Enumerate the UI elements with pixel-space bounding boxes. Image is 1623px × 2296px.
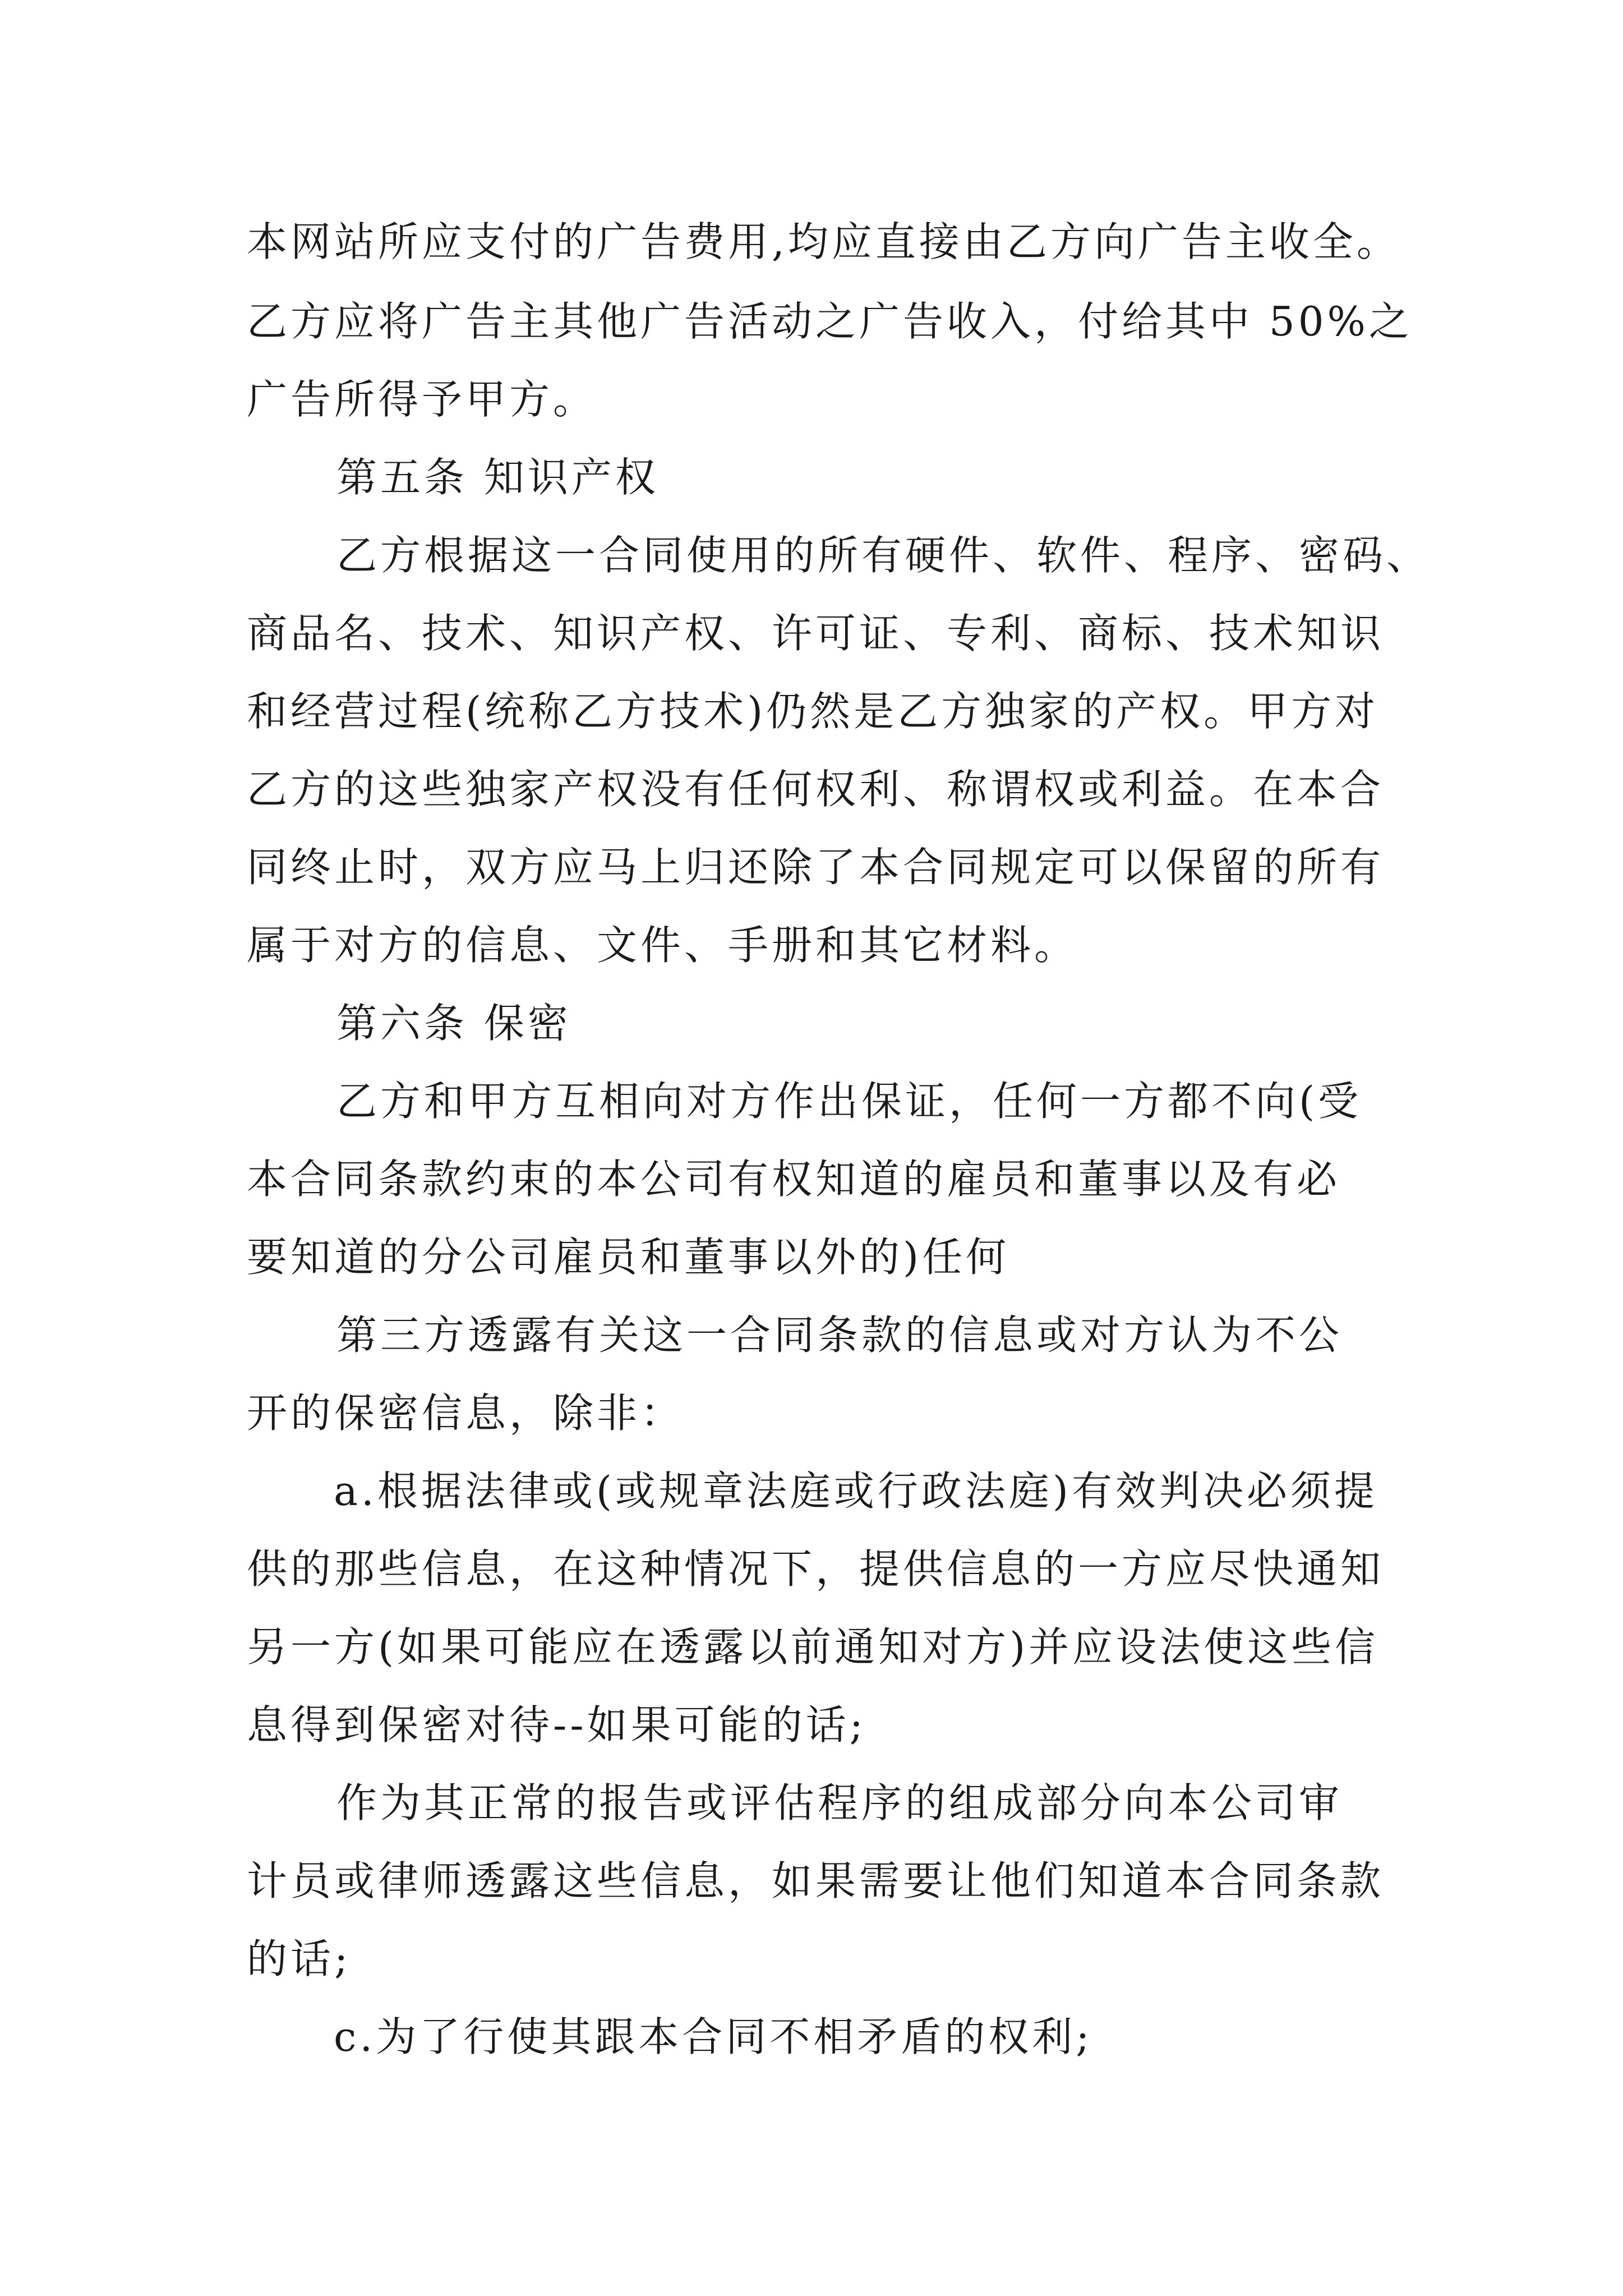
paragraph-line: 广告所得予甲方。	[247, 376, 597, 423]
paragraph-line: 息得到保密对待--如果可能的话;	[247, 1701, 866, 1749]
paragraph-line: 要知道的分公司雇员和董事以外的)任何	[247, 1234, 1010, 1281]
section-heading: 第五条 知识产权	[336, 454, 659, 501]
paragraph-line: 商品名、技术、知识产权、许可证、专利、商标、技术知识	[247, 610, 1385, 657]
paragraph-line: 乙方和甲方互相向对方作出保证，任何一方都不向(受	[336, 1078, 1362, 1125]
section-heading: 第六条 保密	[336, 1000, 571, 1047]
paragraph-line: 供的那些信息，在这种情况下，提供信息的一方应尽快通知	[247, 1545, 1385, 1593]
clause-line: c.为了行使其跟本合同不相矛盾的权利;	[334, 2013, 1093, 2060]
clause-line: a.根据法律或(或规章法庭或行政法庭)有效判决必须提	[334, 1467, 1378, 1515]
paragraph-line: 和经营过程(统称乙方技术)仍然是乙方独家的产权。甲方对	[247, 688, 1379, 735]
paragraph-line: 属于对方的信息、文件、手册和其它材料。	[247, 922, 1078, 969]
paragraph-line: 乙方应将广告主其他广告活动之广告收入，付给其中 50%之	[247, 298, 1413, 345]
paragraph-line: 本网站所应支付的广告费用,均应直接由乙方向广告主收全。	[247, 218, 1400, 265]
paragraph-line: 作为其正常的报告或评估程序的组成部分向本公司审	[336, 1779, 1343, 1826]
paragraph-line: 乙方的这些独家产权没有任何权利、称谓权或利益。在本合	[247, 766, 1385, 813]
paragraph-line: 计员或律师透露这些信息，如果需要让他们知道本合同条款	[247, 1857, 1385, 1904]
paragraph-line: 乙方根据这一合同使用的所有硬件、软件、程序、密码、	[336, 532, 1431, 579]
paragraph-line: 第三方透露有关这一合同条款的信息或对方认为不公	[336, 1312, 1343, 1359]
paragraph-line: 开的保密信息，除非：	[247, 1389, 685, 1437]
paragraph-line: 的话;	[247, 1935, 352, 1982]
paragraph-line: 另一方(如果可能应在透露以前通知对方)并应设法使这些信	[247, 1623, 1379, 1671]
paragraph-line: 本合同条款约束的本公司有权知道的雇员和董事以及有必	[247, 1156, 1341, 1203]
paragraph-line: 同终止时，双方应马上归还除了本合同规定可以保留的所有	[247, 844, 1385, 891]
